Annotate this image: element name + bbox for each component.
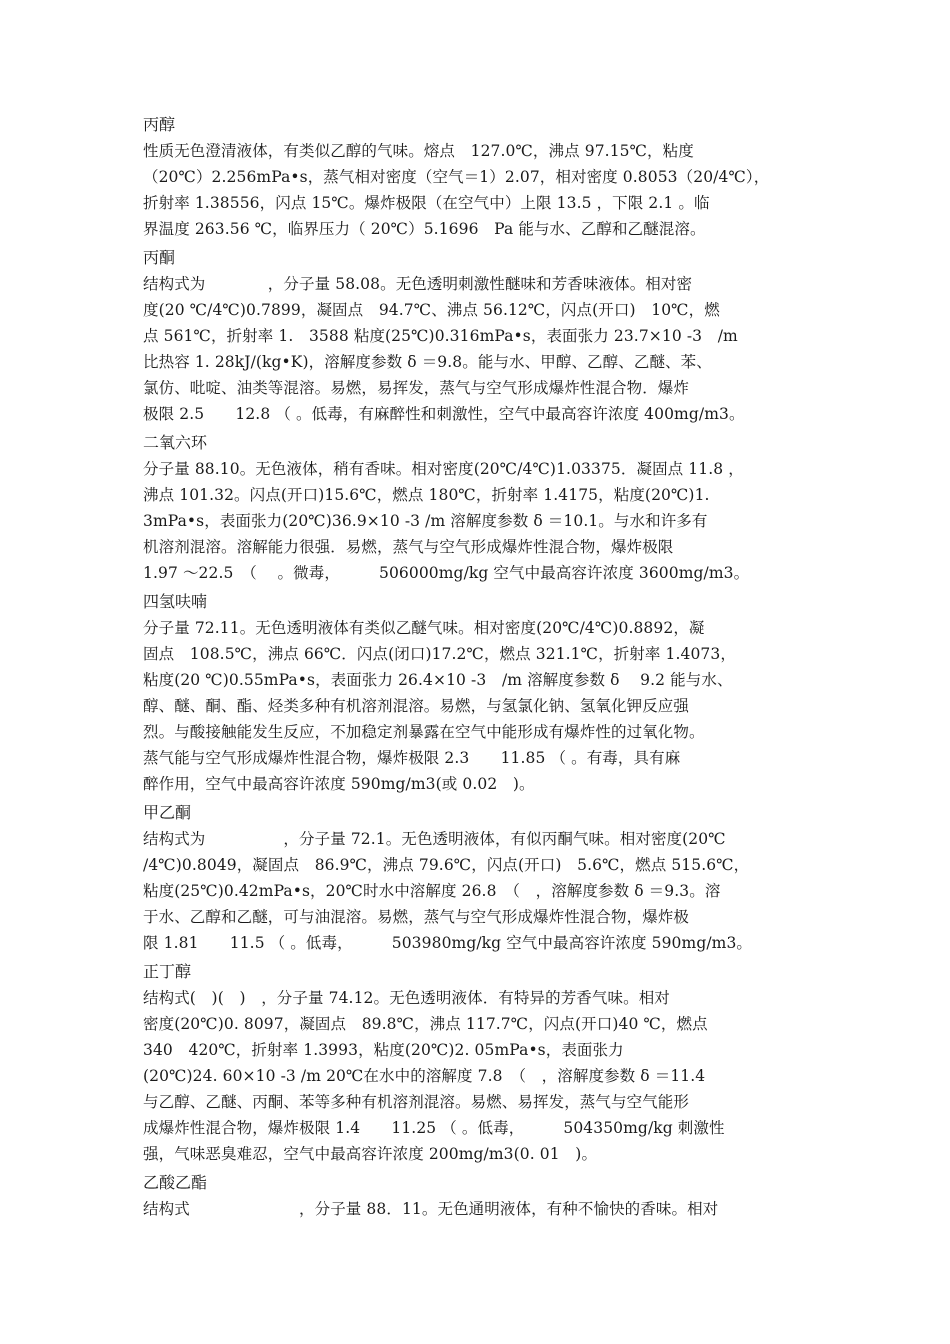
text-line: 密度(20℃)0. 8097，凝固点 89.8℃，沸点 117.7℃，闪点(开口)40 ℃，燃点 [143,1015,708,1033]
text-line: 限 1.81 11.5 （ 。低毒， 503980mg/kg 空气中最高容许浓度 590mg/m3。 [143,934,753,952]
text-line: 性质无色澄清液体，有类似乙醇的气味。熔点 127.0℃，沸点 97.15℃，粘度 [143,142,694,160]
text-line: 醉作用，空气中最高容许浓度 590mg/m3(或 0.02 )。 [143,775,535,793]
section-acetone [143,245,823,427]
text-line: 3mPa•s，表面张力(20℃)36.9×10 -3 /m 溶解度参数 δ ＝10.1。与水和许多有 [143,512,708,530]
text-line: 固点 108.5℃，沸点 66℃．闪点(闭口)17.2℃，燃点 321.1℃，折射率 1.4073， [143,645,736,663]
text-line: 蒸气能与空气形成爆炸性混合物，爆炸极限 2.3 11.85 （ 。有毒，具有麻 [143,749,681,767]
text-line: 机溶剂混溶。溶解能力很强．易燃，蒸气与空气形成爆炸性混合物，爆炸极限 [143,538,674,556]
text-line: 结构式 ，分子量 88．11。无色通明液体，有种不愉快的香味。相对 [143,1200,719,1218]
section-title: 甲乙酮 [143,803,192,822]
text-line: 结构式为 ，分子量 72.1。无色透明液体，有似丙酮气味。相对密度(20℃ [143,830,726,848]
section-title: 四氢呋喃 [143,592,208,611]
section-title: 乙酸乙酯 [143,1173,208,1192]
section-tetrahydrofuran [143,589,823,797]
text-line: 与乙醇、乙醚、丙酮、苯等多种有机溶剂混溶。易燃、易挥发，蒸气与空气能形 [143,1093,690,1111]
section-propanol [143,112,823,242]
text-line: 成爆炸性混合物，爆炸极限 1.4 11.25 （ 。低毒， 504350mg/kg 刺激性 [143,1119,725,1137]
section-title: 丙醇 [143,115,176,134]
text-line: 折射率 1.38556，闪点 15℃。爆炸极限（在空气中）上限 13.5 ，下限 2.1 。临 [143,194,710,212]
text-line: 强，气味恶臭难忍，空气中最高容许浓度 200mg/m3(0. 01 )。 [143,1145,598,1163]
text-line: 分子量 88.10。无色液体，稍有香味。相对密度(20℃/4℃)1.03375．凝固点 11.8 ， [143,460,744,478]
text-line: 界温度 263.56 ℃，临界压力（ 20℃）5.1696 Pa 能与水、乙醇和乙醚混溶。 [143,220,706,238]
section-dioxane [143,430,823,586]
text-line: 烈。与酸接触能发生反应，不加稳定剂暴露在空气中能形成有爆炸性的过氧化物。 [143,723,705,741]
section-title: 二氧六环 [143,433,208,452]
text-line: 度(20 ℃/4℃)0.7899，凝固点 94.7℃、沸点 56.12℃，闪点(开口) 10℃，燃 [143,301,720,319]
text-line: /4℃)0.8049，凝固点 86.9℃，沸点 79.6℃，闪点(开口) 5.6℃，燃点 515.6℃， [143,856,750,874]
text-line: 极限 2.5 12.8 （ 。低毒，有麻醉性和刺激性，空气中最高容许浓度 400mg/m3。 [143,405,745,423]
text-line: 沸点 101.32。闪点(开口)15.6℃，燃点 180℃，折射率 1.4175，粘度(20℃)1. [143,486,710,504]
text-line: 于水、乙醇和乙醚，可与油混溶。易燃，蒸气与空气形成爆炸性混合物，爆炸极 [143,908,690,926]
text-line: 醇、醚、酮、酯、烃类多种有机溶剂混溶。易燃，与氢氯化钠、氢氧化钾反应强 [143,697,690,715]
text-line: (20℃)24. 60×10 -3 /m 20℃在水中的溶解度 7.8 （ ，溶解度参数 δ ＝11.4 [143,1067,706,1085]
text-line: 340 420℃，折射率 1.3993，粘度(20℃)2. 05mPa•s，表面张力 [143,1041,624,1059]
text-line: 结构式( )( ) ，分子量 74.12。无色透明液体．有特异的芳香气味。相对 [143,989,670,1007]
text-line: 1.97 ～22.5 （ 。微毒， 506000mg/kg 空气中最高容许浓度 3600mg/m3。 [143,564,750,582]
section-title: 丙酮 [143,248,176,267]
document-page [143,112,823,1225]
section-ethyl-acetate [143,1170,823,1222]
text-line: （20℃）2.256mPa•s，蒸气相对密度（空气＝1）2.07，相对密度 0.8053（20/4℃）， [143,168,770,186]
text-line: 粘度(20 ℃)0.55mPa•s，表面张力 26.4×10 -3 /m 溶解度参数 δ 9.2 能与水、 [143,671,733,689]
text-line: 点 561℃，折射率 1. 3588 粘度(25℃)0.316mPa•s，表面张力 23.7×10 -3 /m [143,327,738,345]
section-title: 正丁醇 [143,962,192,981]
text-line: 粘度(25℃)0.42mPa•s，20℃时水中溶解度 26.8 （ ，溶解度参数 δ ＝9.3。溶 [143,882,721,900]
text-line: 氯仿、吡啶、油类等混溶。易燃，易挥发，蒸气与空气形成爆炸性混合物．爆炸 [143,379,690,397]
text-line: 分子量 72.11。无色透明液体有类似乙醚气味。相对密度(20℃/4℃)0.8892，凝 [143,619,705,637]
text-line: 比热容 1. 28kJ/(kg•K)，溶解度参数 δ ＝9.8。能与水、甲醇、乙醇、乙醚、苯、 [143,353,712,371]
section-n-butanol [143,959,823,1167]
text-line: 结构式为 ，分子量 58.08。无色透明刺激性醚味和芳香味液体。相对密 [143,275,693,293]
section-methyl-ethyl-ketone [143,800,823,956]
